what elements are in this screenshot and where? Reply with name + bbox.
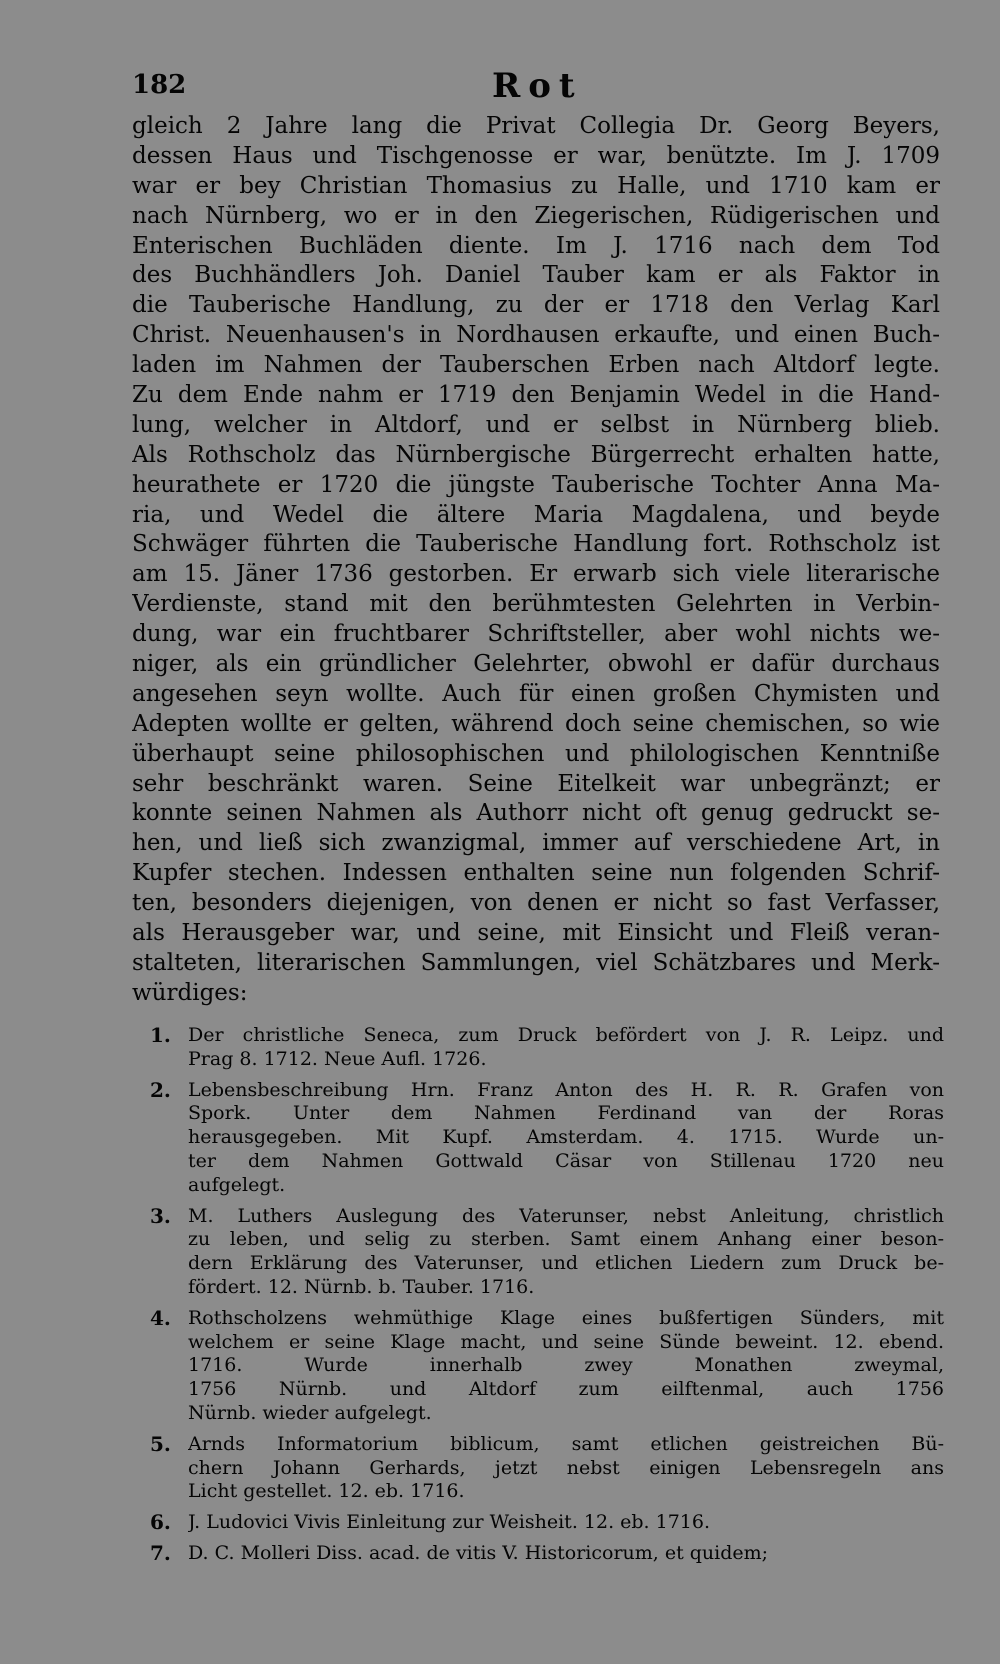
body-line: laden im Nahmen der Tauberschen Erben nach Altdorf legte. [132, 352, 940, 379]
entry-line: dern Erklärung des Vaterunser, und etlichen Liedern zum Druck be- [188, 1252, 944, 1275]
body-line: Kupfer stechen. Indessen enthalten seine nun folgenden Schrif- [132, 860, 940, 887]
entry-line: chern Johann Gerhards, jetzt nebst einigen Lebensregeln ans [188, 1456, 944, 1479]
entry-line: welchem er seine Klage macht, und seine Sünde beweint. 12. ebend. [188, 1330, 944, 1353]
body-line: die Tauberische Handlung, zu der er 1718 den Verlag Karl [132, 292, 940, 319]
body-line: Als Rothscholz das Nürnbergische Bürgerrecht erhalten hatte, [132, 441, 940, 468]
page-header [132, 66, 932, 106]
body-line: Christ. Neuenhausen's in Nordhausen erkaufte, und einen Buch- [132, 322, 940, 349]
entry-line: ter dem Nahmen Gottwald Cäsar von Stillenau 1720 neu [188, 1149, 944, 1172]
entry-line: zu leben, und selig zu sterben. Samt einem Anhang einer beson- [188, 1228, 944, 1251]
body-line: dung, war ein fruchtbarer Schriftsteller, aber wohl nichts we- [132, 621, 940, 648]
body-line: Enterischen Buchläden diente. Im J. 1716 nach dem Tod [132, 232, 940, 259]
body-line: nach Nürnberg, wo er in den Ziegerischen, Rüdigerischen und [132, 202, 940, 229]
entry-number: 3. [150, 1203, 171, 1228]
entry-number: 4. [150, 1305, 171, 1330]
bibliography-entry [150, 1542, 944, 1566]
body-line: gleich 2 Jahre lang die Privat Collegia Dr. Georg Beyers, [132, 113, 940, 139]
body-line: Zu dem Ende nahm er 1719 den Benjamin Wedel in die Hand- [132, 382, 940, 409]
body-line: des Buchhändlers Joh. Daniel Tauber kam er als Faktor in [132, 262, 940, 289]
body-line: als Herausgeber war, und seine, mit Einsicht und Fleiß veran- [132, 920, 940, 947]
body-line: lung, welcher in Altdorf, und er selbst in Nürnberg blieb. [132, 411, 940, 438]
entry-line: Nürnb. wieder aufgelegt. [188, 1401, 432, 1424]
body-line: stalteten, literarischen Sammlungen, viel Schätzbares und Merk- [132, 949, 940, 976]
bibliography-entry [150, 1307, 944, 1426]
body-line: am 15. Jäner 1736 gestorben. Er erwarb sich viele literarische [132, 561, 940, 588]
body-line: niger, als ein gründlicher Gelehrter, obwohl er dafür durchaus [132, 651, 940, 678]
bibliography-entry [150, 1205, 944, 1300]
body-text [132, 112, 940, 1009]
entry-line: Rothscholzens wehmüthige Klage eines bußfertigen Sünders, mit [188, 1306, 944, 1329]
body-line: Verdienste, stand mit den berühmtesten Gelehrten in Verbin- [132, 591, 940, 618]
bibliography-entry [150, 1079, 944, 1198]
entry-number: 2. [150, 1077, 171, 1102]
body-line: würdiges: [132, 979, 248, 1006]
bibliography-entry [150, 1433, 944, 1504]
entry-line: J. Ludovici Vivis Einleitung zur Weisheit. 12. eb. 1716. [188, 1511, 711, 1534]
entry-line: Lebensbeschreibung Hrn. Franz Anton des H. R. R. Grafen von [188, 1078, 944, 1101]
entry-line: D. C. Molleri Diss. acad. de vitis V. Historicorum, et quidem; [188, 1541, 769, 1564]
entry-line: M. Luthers Auslegung des Vaterunser, nebst Anleitung, christlich [188, 1204, 944, 1227]
entry-line: Der christliche Seneca, zum Druck befördert von J. R. Leipz. und [188, 1024, 944, 1046]
body-line: heurathete er 1720 die jüngste Tauberische Tochter Anna Ma- [132, 471, 940, 498]
entry-line: Prag 8. 1712. Neue Aufl. 1726. [188, 1047, 487, 1070]
body-line: überhaupt seine philosophischen und philologischen Kenntniße [132, 740, 940, 767]
entry-line: Arnds Informatorium biblicum, samt etlichen geistreichen Bü- [188, 1432, 944, 1455]
entry-number: 5. [150, 1431, 171, 1456]
entry-line: herausgegeben. Mit Kupf. Amsterdam. 4. 1715. Wurde un- [188, 1126, 944, 1149]
body-line: dessen Haus und Tischgenosse er war, benützte. Im J. 1709 [132, 142, 940, 169]
entry-line: fördert. 12. Nürnb. b. Tauber. 1716. [188, 1275, 535, 1298]
entry-line: 1756 Nürnb. und Altdorf zum eilftenmal, auch 1756 [188, 1378, 944, 1401]
body-line: hen, und ließ sich zwanzigmal, immer auf verschiedene Art, in [132, 830, 940, 857]
bibliography-list [150, 1024, 944, 1573]
entry-line: aufgelegt. [188, 1173, 286, 1196]
body-line: sehr beschränkt waren. Seine Eitelkeit war unbegränzt; er [132, 770, 940, 797]
entry-line: Spork. Unter dem Nahmen Ferdinand van der Roras [188, 1102, 944, 1125]
entry-number: 6. [150, 1510, 171, 1535]
bibliography-entry [150, 1024, 944, 1072]
body-line: ten, besonders diejenigen, von denen er nicht so fast Verfasser, [132, 890, 940, 917]
body-line: konnte seinen Nahmen als Authorr nicht oft genug gedruckt se- [132, 800, 940, 827]
body-line: Adepten wollte er gelten, während doch seine chemischen, so wie [132, 710, 940, 737]
bibliography-entry [150, 1511, 944, 1535]
entry-line: 1716. Wurde innerhalb zwey Monathen zweymal, [188, 1354, 944, 1377]
entry-number: 7. [150, 1540, 171, 1565]
page-number: 182 [132, 70, 187, 100]
body-line: Schwäger führten die Tauberische Handlung fort. Rothscholz ist [132, 531, 940, 558]
body-line: angesehen seyn wollte. Auch für einen großen Chymisten und [132, 680, 940, 707]
running-head: Rot [492, 66, 583, 106]
body-line: war er bey Christian Thomasius zu Halle, und 1710 kam er [132, 172, 940, 199]
body-line: ria, und Wedel die ältere Maria Magdalena, und beyde [132, 501, 940, 528]
entry-line: Licht gestellet. 12. eb. 1716. [188, 1480, 465, 1503]
entry-number: 1. [150, 1023, 171, 1047]
